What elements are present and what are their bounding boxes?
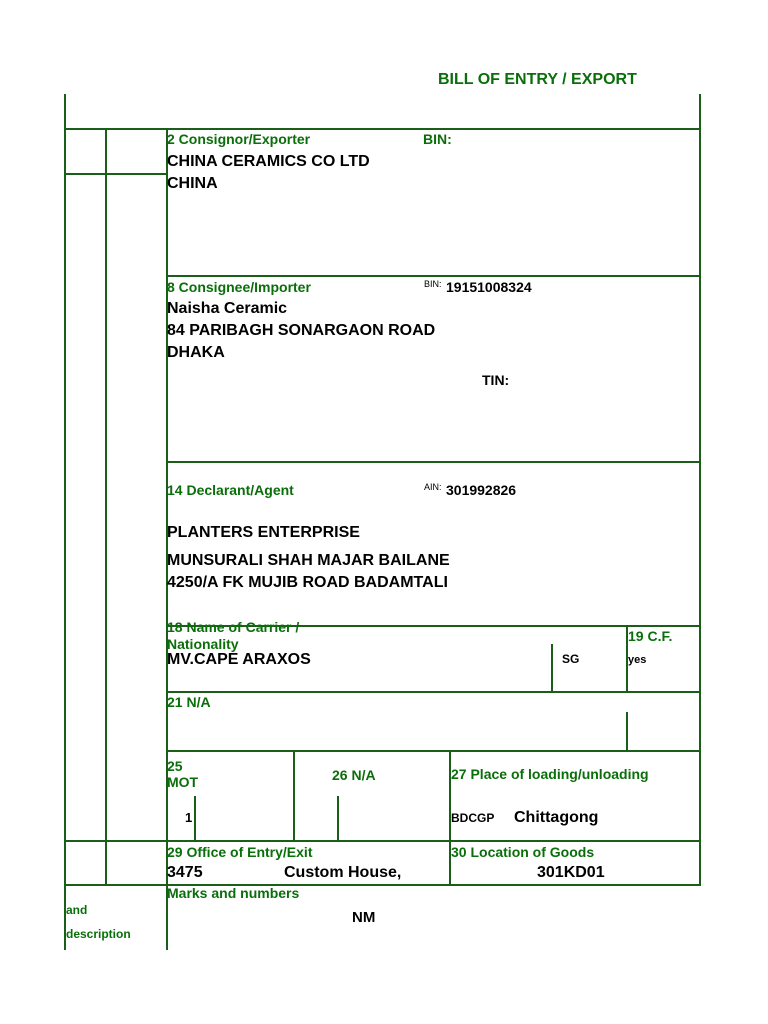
declarant-address2: 4250/A FK MUJIB ROAD BADAMTALI — [167, 574, 448, 591]
description-label-line2: description — [66, 927, 131, 941]
left-border — [64, 94, 66, 950]
consignee-label: 8 Consignee/Importer — [167, 279, 311, 295]
row-line — [166, 461, 701, 463]
loading-place: Chittagong — [514, 809, 599, 826]
column-divider — [293, 751, 295, 841]
declarant-name: PLANTERS ENTERPRISE — [167, 524, 360, 541]
declarant-address1: MUNSURALI SHAH MAJAR BAILANE — [167, 552, 450, 569]
carrier-label-line1: 18 Name of Carrier / — [167, 619, 300, 635]
consignor-country: CHINA — [167, 175, 218, 192]
row-line — [166, 275, 701, 277]
field26-label: 26 N/A — [332, 767, 376, 783]
loading-code: BDCGP — [451, 811, 495, 825]
page-title: BILL OF ENTRY / EXPORT — [438, 71, 637, 88]
consignor-bin-label: BIN: — [423, 131, 452, 147]
mot-label-line2: MOT — [167, 774, 199, 790]
consignee-address: 84 PARIBAGH SONARGAON ROAD — [167, 322, 436, 339]
consignee-city: DHAKA — [167, 344, 225, 361]
description-label-line1: and — [66, 903, 88, 917]
column-divider-left — [105, 128, 107, 886]
row-line — [64, 884, 701, 886]
carrier-name: MV.CAPE ARAXOS — [167, 651, 311, 668]
cf-label: 19 C.F. — [628, 628, 673, 644]
loading-label: 27 Place of loading/unloading — [451, 766, 649, 782]
marks-value: NM — [352, 909, 376, 926]
field21-label: 21 N/A — [167, 694, 211, 710]
declarant-ain-label: AIN: — [424, 482, 442, 492]
office-code: 3475 — [167, 864, 203, 881]
mot-label-line1: 25 — [167, 758, 183, 774]
column-divider — [626, 712, 628, 752]
column-divider — [194, 796, 196, 841]
consignor-name: CHINA CERAMICS CO LTD — [167, 153, 370, 170]
column-divider — [337, 796, 339, 841]
consignee-tin-label: TIN: — [482, 372, 510, 388]
consignee-bin-label: BIN: — [424, 279, 442, 289]
cf-value: yes — [628, 654, 647, 666]
consignee-name: Naisha Ceramic — [167, 300, 288, 317]
row-line — [166, 750, 701, 752]
declarant-label: 14 Declarant/Agent — [167, 482, 294, 498]
row-line — [166, 691, 701, 693]
row-line — [64, 840, 701, 842]
right-border — [699, 94, 701, 886]
office-label: 29 Office of Entry/Exit — [167, 844, 313, 860]
consignor-label: 2 Consignor/Exporter — [167, 131, 311, 147]
location-label: 30 Location of Goods — [451, 844, 595, 860]
declarant-ain-value: 301992826 — [446, 482, 517, 498]
carrier-label-line2: Nationality — [167, 636, 239, 652]
carrier-nationality: SG — [562, 652, 580, 666]
consignee-bin-value: 19151008324 — [446, 279, 532, 295]
location-value: 301KD01 — [537, 864, 605, 881]
row-line — [64, 128, 701, 130]
marks-label: Marks and numbers — [167, 885, 300, 901]
column-divider — [551, 644, 553, 692]
mot-value: 1 — [185, 810, 193, 825]
row-line — [64, 173, 167, 175]
office-name: Custom House, — [284, 864, 402, 881]
